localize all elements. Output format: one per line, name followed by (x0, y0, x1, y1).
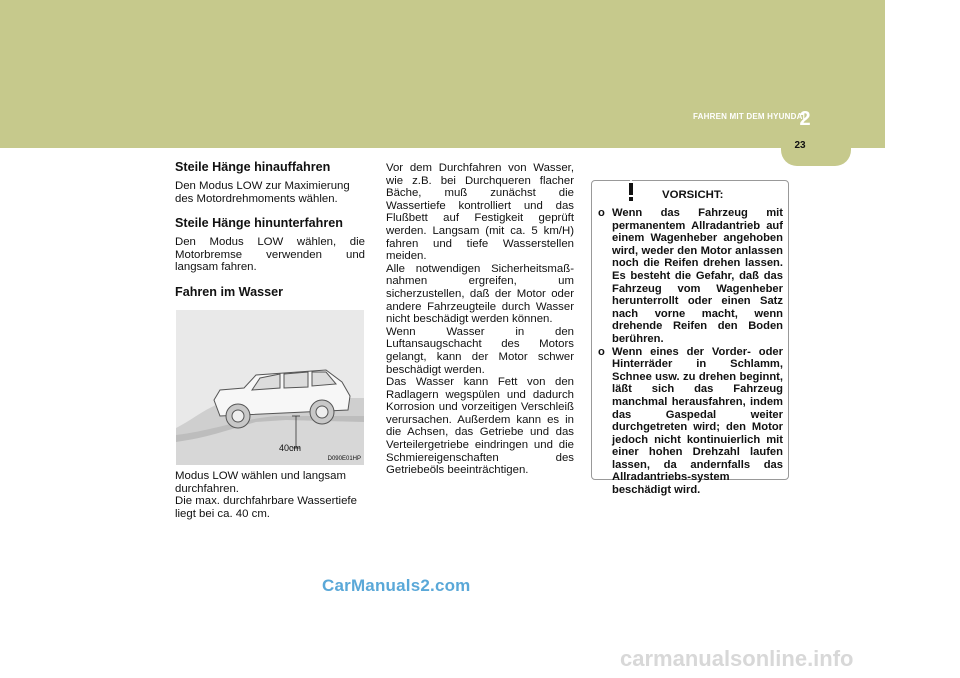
column-left-bottom (175, 470, 365, 520)
text-after-2: Die max. durchfahrbare Wassertiefe liegt bei ca. 40 cm. (175, 495, 357, 520)
warning-box (591, 180, 789, 497)
warning-item (598, 346, 783, 497)
text-water-4: Das Wasser kann Fett von den Radlagern wegspülen und dadurch Korrosion und vorzeitigen Verschleiß verursachen. Außerdem kann es in die Achsen, das Getriebe und das Verteilergetriebe eindringen und die Schmiereigenschaften des Getriebeöls beeinträchtigen. (386, 376, 574, 477)
watermark-link[interactable]: CarManuals2.com (322, 576, 471, 595)
heading-downhill: Steile Hänge hinunterfahren (175, 216, 343, 231)
header-band (0, 0, 885, 148)
warning-title: VORSICHT: (662, 189, 724, 201)
water-depth-label: 40cm (279, 443, 302, 453)
column-left (175, 160, 365, 300)
text-water-2: Alle notwendigen Sicherheitsmaß-nahmen ergreifen, um sicherzustellen, daß der Motor oder andere Fahrzeugteile durch Wasser nicht beschädigt werden können. (386, 262, 574, 326)
warning-item-text: Wenn das Fahrzeug mit permanentem Allradantrieb auf einem Wagenheber angehoben wird, weder den Motor anlassen noch die Reifen drehen lassen. Es besteht die Gefahr, daß das Fahrzeug vom Wagenheber herunterrollt oder einen Satz nach vorne macht, wenn drehende Reifen den Boden berühren. (612, 207, 783, 345)
chapter-number: 2 (799, 108, 811, 130)
bullet: o (598, 207, 605, 219)
text-downhill: Den Modus LOW wählen, die Motorbremse verwenden und langsam fahren. (175, 236, 365, 274)
text-after-1: Modus LOW wählen und langsam durchfahren. (175, 470, 346, 495)
warning-item (598, 207, 783, 346)
warning-item-text: Wenn eines der Vorder- oder Hinterräder in Schlamm, Schnee usw. zu drehen beginnt, läßt sich das Fahrzeug manchmal herausfahren, indem das Gaspedal weiter durchgetreten wird; den Motor jedoch nicht kontinuierlich mit einer hohen Drehzahl laufen lassen, da andernfalls das Allradantriebs-system beschädigt wird. (612, 345, 783, 497)
warning-icon (618, 179, 644, 203)
vehicle-illustration (176, 310, 364, 465)
bullet: o (598, 345, 605, 358)
column-middle (386, 162, 574, 477)
vehicle-water-figure (176, 310, 364, 465)
chapter-label: FAHREN MIT DEM HYUNDAI (693, 112, 805, 121)
site-watermark: carmanualsonline.info (620, 646, 854, 671)
heading-water: Fahren im Wasser (175, 284, 284, 299)
heading-uphill: Steile Hänge hinauffahren (175, 160, 331, 174)
text-water-1: Vor dem Durchfahren von Wasser, wie z.B. bei Durchqueren flacher Bäche, muß zunächst die Wassertiefe kontrolliert und das Flußbett auf Festigkeit geprüft werden. Langsam (mit ca. 5 km/H) fahren und tiefe Wasserstellen meiden. (386, 162, 574, 263)
text-water-3: Wenn Wasser in den Luftansaugschacht des Motors gelangt, kann der Motor schwer beschädigt werden. (386, 325, 574, 376)
page-number: 23 (794, 140, 806, 151)
text-uphill: Den Modus LOW zur Maximierung des Motordrehmoments wählen. (175, 180, 350, 205)
figure-code: D090E01HP (327, 456, 361, 462)
